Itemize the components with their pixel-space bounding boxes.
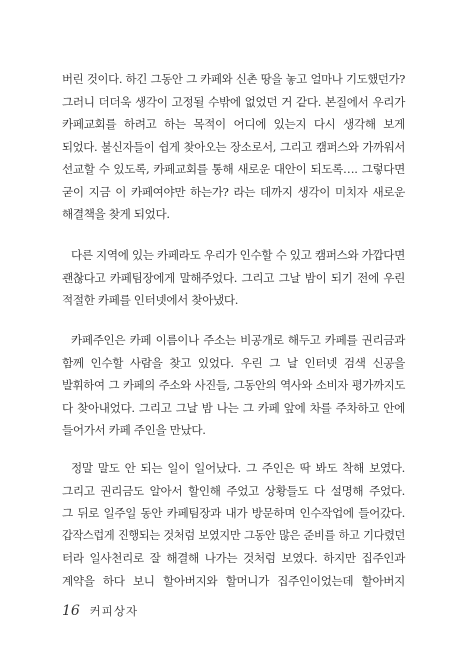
page-footer — [62, 603, 138, 619]
text-line: 들어가서 카페 주인을 만났다. — [62, 423, 206, 437]
text-line: 괜찮다고 카페팀장에게 말해주었다. 그리고 그날 밤이 되기 전에 우린 — [62, 270, 405, 285]
text-line: 그러니 더더욱 생각이 고정될 수밖에 없었던 거 같다. 본질에서 우리가 — [62, 94, 405, 109]
paragraph-4 — [62, 457, 405, 592]
text-line: 적절한 카페를 인터넷에서 찾아냈다. — [62, 293, 239, 307]
text-line: 카페교회를 하려고 하는 목적이 어디에 있는지 다시 생각해 보게 — [62, 117, 405, 131]
text-line: 터라 일사천리로 잘 해결해 나가는 것처럼 보였다. 하지만 집주인과 — [62, 551, 405, 565]
paragraph-1 — [62, 68, 405, 226]
paragraph-2 — [62, 244, 405, 312]
page-number: 16 — [62, 603, 80, 619]
text-line: 다른 지역에 있는 카페라도 우리가 인수할 수 있고 캠퍼스와 가깝다면 — [71, 248, 405, 262]
text-line: 계약을 하다 보니 할아버지와 할머니가 집주인이었는데 할아버지 — [62, 573, 405, 588]
text-line: 선교할 수 있도록, 카페교회를 통해 새로운 대안이 되도록…. 그렇다면 — [62, 162, 405, 176]
text-line: 그 뒤로 일주일 동안 카페팀장과 내가 방문하며 인수작업에 들어갔다. — [62, 506, 405, 520]
text-line: 해결책을 찾게 되었다. — [62, 207, 170, 221]
text-line: 함께 인수할 사람을 찾고 있었다. 우린 그 날 인터넷 검색 신공을 — [62, 355, 405, 370]
text-line: 정말 말도 안 되는 일이 일어났다. 그 주인은 딱 봐도 착해 보였다. — [71, 461, 405, 475]
text-line: 굳이 지금 이 카페여야만 하는가? 라는 데까지 생각이 미치자 새로운 — [62, 184, 405, 199]
text-line: 그리고 권리금도 알아서 할인해 주었고 상황들도 다 설명해 주었다. — [62, 483, 405, 498]
text-line: 버린 것이다. 하긴 그동안 그 카페와 신촌 땅을 놓고 얼마나 기도했던가? — [62, 72, 405, 86]
paragraph-3 — [62, 329, 405, 442]
text-line: 발휘하여 그 카페의 주소와 사진들, 그동안의 역사와 소비자 평가까지도 — [62, 378, 405, 392]
text-line: 되었다. 불신자들이 쉽게 찾아오는 장소로서, 그리고 캠퍼스와 가까워서 — [62, 139, 405, 154]
text-line: 다 찾아내었다. 그리고 그날 밤 나는 그 카페 앞에 차를 주차하고 안에 — [62, 400, 405, 415]
text-line: 카페주인은 카페 이름이나 주소는 비공개로 해두고 카페를 권리금과 — [71, 333, 405, 347]
book-title: 커피상자 — [89, 604, 139, 618]
text-line: 갑작스럽게 진행되는 것처럼 보였지만 그동안 많은 준비를 하고 기다렸던 — [62, 528, 405, 542]
